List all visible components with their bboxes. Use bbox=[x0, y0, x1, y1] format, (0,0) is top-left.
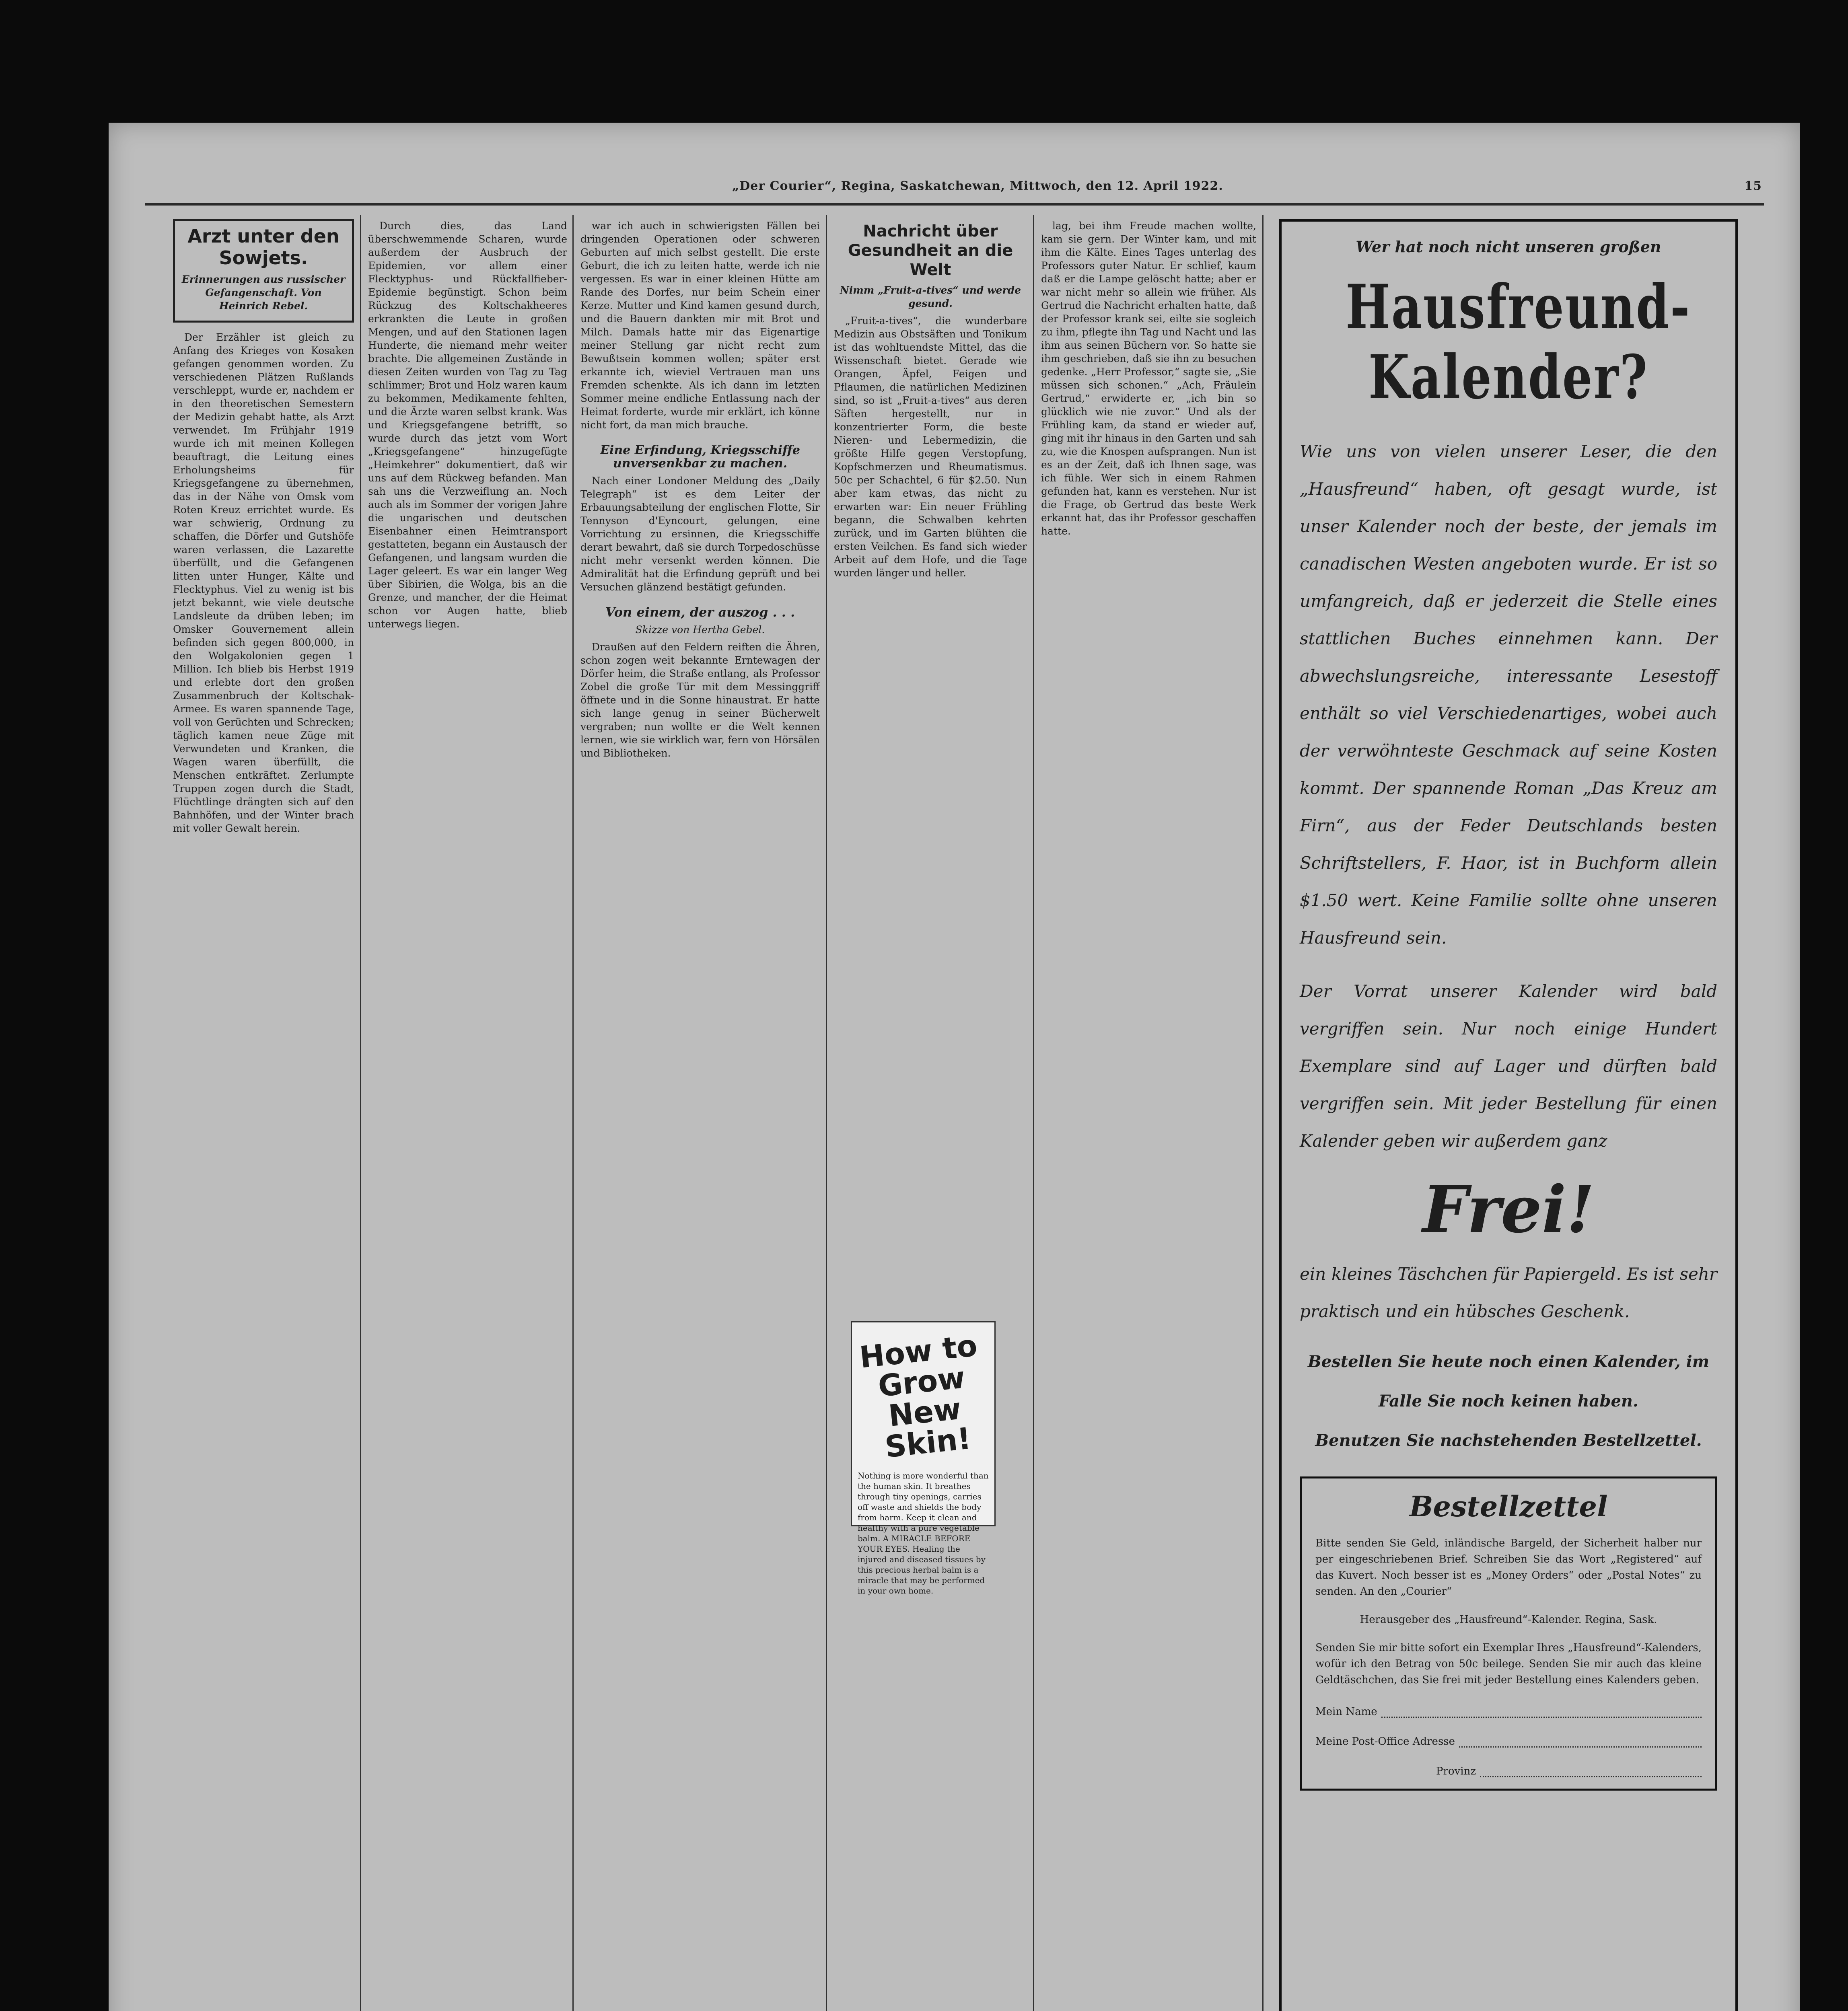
order-form bbox=[1300, 1476, 1717, 1791]
article-body: lag, bei ihm Freude machen wollte, kam sie gern. Der Winter kam, und mit ihm die Kälte. Eines Tages unterlag des Professors guter Natur. Er schlief, kaum daß er die Lampe gelöscht hatte; aber er war nicht mehr so allein wie früher. Als Gertrud die Nachricht erhalten hatte, daß der Professor krank sei, eilte sie sogleich zu ihm, pflegte ihn Tag und Nacht und las ihm aus seinen Büchern vor. So hatte sie ihm geschrieben, daß sie ihn zu besuchen gedenke. „Herr Professor,“ sagte sie, „Sie müssen sich schonen.“ „Ach, Fräulein Gertrud,“ erwiderte er, „ich bin so glücklich wie nie zuvor.“ Und als der Frühling kam, da stand er wieder auf, ging mit ihr hinaus in den Garten und sah zu, wie die Knospen aufsprangen. Nun ist es an der Zeit, daß ich Ihnen sage, was ich fühle. Wer sich in einem Rahmen gefunden hat, kann es verstehen. Nur ist die Frage, ob Gertrud das beste Werk erkannt hat, das ihr Professor geschaffen hatte. bbox=[1041, 220, 1256, 537]
header-rule bbox=[145, 203, 1764, 206]
mixed-articles-column bbox=[580, 219, 820, 2011]
article-body: Der Erzähler ist gleich zu Anfang des Krieges von Kosaken gefangen genommen worden. Zu verschiedenen Plätzen Rußlands verschleppt, wurde er, nachdem er in den theoretischen Semestern der Medizin gehabt hatte, als Arzt verwendet. Im Frühjahr 1919 wurde ich mit meinen Kollegen beauftragt, die Leitung eines Erholungsheims für Kriegsgefangene zu übernehmen, das in der Nähe von Omsk vom Roten Kreuz errichtet wurde. Es war schwierig, Ordnung zu schaffen, die Dörfer und Gutshöfe waren verlassen, die Lazarette überfüllt, und die Gefangenen litten unter Hunger, Kälte und Flecktyphus. Viel zu wenig ist bis jetzt bekannt, wie viele deutsche Landsleute da drüben leben; im Omsker Gouvernement allein befinden sich gegen 800,000, in den Wolgakolonien gegen 1 Million. Ich blieb bis Herbst 1919 und erlebte dort den großen Zusammenbruch der Koltschak-Armee. Es waren spannende Tage, voll von Gerüchten und Schrecken; täglich kamen neue Züge mit Verwundeten und Kranken, die Wagen waren überfüllt, die Menschen entkräftet. Zerlumpte Truppen zogen durch die Stadt, Flüchtlinge drängten sich auf den Bahnhöfen, und der Winter brach mit voller Gewalt herein. bbox=[173, 331, 354, 834]
province-field-line[interactable] bbox=[1480, 1765, 1702, 1777]
section-headline-story: Von einem, der auszog . . . bbox=[605, 605, 795, 620]
name-field[interactable] bbox=[1315, 1706, 1702, 1718]
new-skin-advertisement bbox=[851, 1321, 996, 1596]
ad-question: Wer hat noch nicht unseren großen bbox=[1356, 238, 1661, 256]
order-request-text: Senden Sie mir bitte sofort ein Exemplar Ihres „Hausfreund“-Kalenders, wofür ich den Betrag von 50c beilege. Senden Sie mir auch das kleine Geldtäschchen, das Sie frei mit jeder Bestellung eines Kalenders geben. bbox=[1315, 1642, 1702, 1686]
ad-body-1: Wie uns von vielen unserer Leser, die den „Hausfreund“ haben, oft gesagt wurde, ist unser Kalender noch der beste, der jemals im canadischen Westen angeboten wurde. Er ist so umfangreich, daß er jederzeit die Stelle eines stattlichen Buches einnehmen kann. Der abwechslungsreiche, interessante Lesestoff enthält so viel Verschiedenartiges, wobei auch der verwöhnteste Geschmack auf seine Kosten kommt. Der spannende Roman „Das Kreuz am Firn“, aus der Feder Deutschlands besten Schriftstellers, F. Haor, ist in Buchform allein $1.50 wert. Keine Familie sollte ohne unseren Hausfreund sein. bbox=[1300, 442, 1717, 948]
province-field-label: Provinz bbox=[1436, 1765, 1476, 1777]
story-continuation-column bbox=[1041, 219, 1256, 2011]
page-number: 15 bbox=[1744, 179, 1762, 193]
address-field-line[interactable] bbox=[1459, 1735, 1702, 1748]
article-continuation-column bbox=[368, 219, 567, 2011]
ad-headline: How to Grow New Skin! bbox=[858, 1328, 979, 1465]
article-body: war ich auch in schwierigsten Fällen bei dringenden Operationen oder schweren Geburten auf mich selbst gestellt. Die erste Geburt, die ich zu leiten hatte, werde ich nie vergessen. Es war in einer kleinen Hütte am Rande des Dorfes, nur beim Schein einer Kerze. Mutter und Kind kamen gesund durch, und die Bauern dankten mir mit Brot und Milch. Damals hatte mir das Eigenartige meiner Stellung gar nicht recht zum Bewußtsein kommen wollen; später erst erkannte ich, wieviel Vertrauen man uns Fremden schenkte. Als ich dann im letzten Sommer meine endliche Entlassung nach der Heimat forderte, wurde mir erklärt, ich könne nicht fort, da man mich brauche. bbox=[580, 220, 820, 431]
section-body-story: Draußen auf den Feldern reiften die Ähren, schon zogen weit bekannte Erntewagen der Dörfer heim, die Straße entlang, als Professor Zobel die große Tür mit dem Messinggriff öffnete und in die Sonne hinaustrat. Er hatte sich lange genug in seiner Bücherwelt vergraben; nun wollte er die Welt kennen lernen, wie sie wirklich war, fern von Hörsälen und Bibliotheken. bbox=[580, 641, 820, 759]
page-header bbox=[109, 179, 1800, 203]
column-divider bbox=[1033, 215, 1034, 2011]
ad-body-3: ein kleines Täschchen für Papiergeld. Es ist sehr praktisch und ein hübsches Geschenk. bbox=[1300, 1264, 1717, 1321]
header-date-line: „Der Courier“, Regina, Saskatchewan, Mittwoch, den 12. April 1922. bbox=[732, 179, 1223, 193]
section-byline-story: Skizze von Hertha Gebel. bbox=[635, 624, 765, 635]
ad-title-line2: Kalender? bbox=[1369, 342, 1648, 413]
column-divider bbox=[360, 215, 361, 2011]
ad-body: Nothing is more wonderful than the human skin. It breathes through tiny openings, carries off waste and shields the body from harm. Keep it clean and healthy with a pure vegetable balm. A MIRACLE BEFORE YOUR EYES. Healing the injured and diseased tissues by this precious herbal balm is a miracle that may be performed in your own home. bbox=[858, 1471, 989, 1596]
article-subhead: Nimm „Fruit-a-tives“ und werde gesund. bbox=[840, 284, 1021, 309]
article-headline: Arzt unter den Sowjets. bbox=[187, 225, 340, 269]
article-arzt-column bbox=[173, 219, 354, 2011]
ad-title bbox=[1346, 271, 1691, 413]
address-field-label: Meine Post-Office Adresse bbox=[1315, 1735, 1455, 1748]
article-headline: Nachricht über Gesundheit an die Welt bbox=[848, 222, 1013, 279]
name-field-label: Mein Name bbox=[1315, 1706, 1377, 1718]
section-headline-erfindung: Eine Erfindung, Kriegsschiffe unversenkbar zu machen. bbox=[600, 443, 800, 471]
name-field-line[interactable] bbox=[1381, 1706, 1702, 1718]
headline-box bbox=[173, 219, 354, 323]
article-body: Durch dies, das Land überschwemmende Scharen, wurde außerdem der Ausbruch der Epidemien, vor allem einer Flecktyphus- und Rückfallfieber-Epidemie begünstigt. Schon beim Rückzug des Koltschakheeres erkrankten die Leute in großen Mengen, und auf den Stationen lagen Hunderte, die niemand mehr weiter brachte. Die allgemeinen Zustände in diesen Zeiten wurden von Tag zu Tag schlimmer; Brot und Holz waren kaum zu bekommen, Medikamente fehlten, und die Ärzte waren selbst krank. Was und Kriegsgefangene betrifft, so wurde durch das jetzt vom Wort „Kriegsgefangene“ hinzugefügte „Heimkehrer“ dokumentiert, daß wir uns auf dem Rückweg befanden. Man sah uns die Verzweiflung an. Noch auch als im Sommer der vorigen Jahre die ungarischen und deutschen Eisenbahner einen Heimtransport gestatteten, begann ein Austausch der Gefangenen, und langsam wurden die Lager geleert. Es war ein langer Weg über Sibirien, die Wolga, bis an die Grenze, und mancher, der die Heimat schon vor Augen hatte, blieb unterwegs liegen. bbox=[368, 220, 567, 630]
order-form-title: Bestellzettel bbox=[1409, 1490, 1608, 1523]
ad-frei: Frei! bbox=[1422, 1172, 1595, 1247]
fruit-a-tives-column bbox=[834, 219, 1027, 1305]
section-body-erfindung: Nach einer Londoner Meldung des „Daily Telegraph“ ist es dem Leiter der Erbauungsabteilung der englischen Flotte, Sir Tennyson d'Eyncourt, gelungen, eine Vorrichtung zu ersinnen, die Kriegsschiffe derart bewahrt, daß sie durch Torpedoschüsse nicht mehr versenkt werden können. Die Admiralität hat die Erfindung geprüft und bei Versuchen glänzend bestätigt gefunden. bbox=[580, 475, 820, 593]
ad-cta-order: Bestellen Sie heute noch einen Kalender, im Falle Sie noch keinen haben. bbox=[1307, 1352, 1710, 1411]
ad-cta-use-form: Benutzen Sie nachstehenden Bestellzettel. bbox=[1315, 1431, 1702, 1450]
article-subhead: Erinnerungen aus russischer Gefangenschaft. Von Heinrich Rebel. bbox=[181, 273, 346, 312]
hausfreund-kalender-ad bbox=[1279, 219, 1738, 2011]
column-divider bbox=[826, 215, 827, 2011]
newspaper-page bbox=[109, 123, 1800, 2011]
address-field[interactable] bbox=[1315, 1735, 1702, 1748]
order-publisher: Herausgeber des „Hausfreund“-Kalender. Regina, Sask. bbox=[1360, 1614, 1657, 1626]
order-instructions: Bitte senden Sie Geld, inländische Bargeld, der Sicherheit halber nur per eingeschriebenen Brief. Schreiben Sie das Wort „Registered“ auf das Kuvert. Noch besser ist es „Money Orders“ oder „Postal Notes“ zu senden. An den „Courier“ bbox=[1315, 1537, 1702, 1598]
article-body: „Fruit-a-tives“, die wunderbare Medizin aus Obstsäften und Tonikum ist das wohltuendste Mittel, das die Wissenschaft bietet. Gerade wie Orangen, Äpfel, Feigen und Pflaumen, die natürlichen Medizinen sind, so ist „Fruit-a-tives“ aus deren Säften hergestellt, nur in konzentrierter Form, die beste Nieren- und Lebermedizin, die größte Hilfe gegen Verstopfung, Kopfschmerzen und Rheumatismus. 50c per Schachtel, 6 für $2.50. Nun aber kam etwas, das nicht zu erwarten war: Ein neuer Frühling begann, die Schwalben kehrten zurück, und im Garten blühten die ersten Veilchen. Es fand sich wieder Arbeit auf dem Hofe, und die Tage wurden länger und heller. bbox=[834, 315, 1027, 579]
ad-title-line1: Hausfreund- bbox=[1346, 271, 1691, 342]
column-divider bbox=[572, 215, 574, 2011]
column-divider bbox=[1262, 215, 1264, 2011]
ad-body-2: Der Vorrat unserer Kalender wird bald vergriffen sein. Nur noch einige Hundert Exemplare sind auf Lager und dürften bald vergriffen sein. Mit jeder Bestellung für einen Kalender geben wir außerdem ganz bbox=[1300, 981, 1717, 1151]
province-field[interactable] bbox=[1315, 1765, 1702, 1777]
